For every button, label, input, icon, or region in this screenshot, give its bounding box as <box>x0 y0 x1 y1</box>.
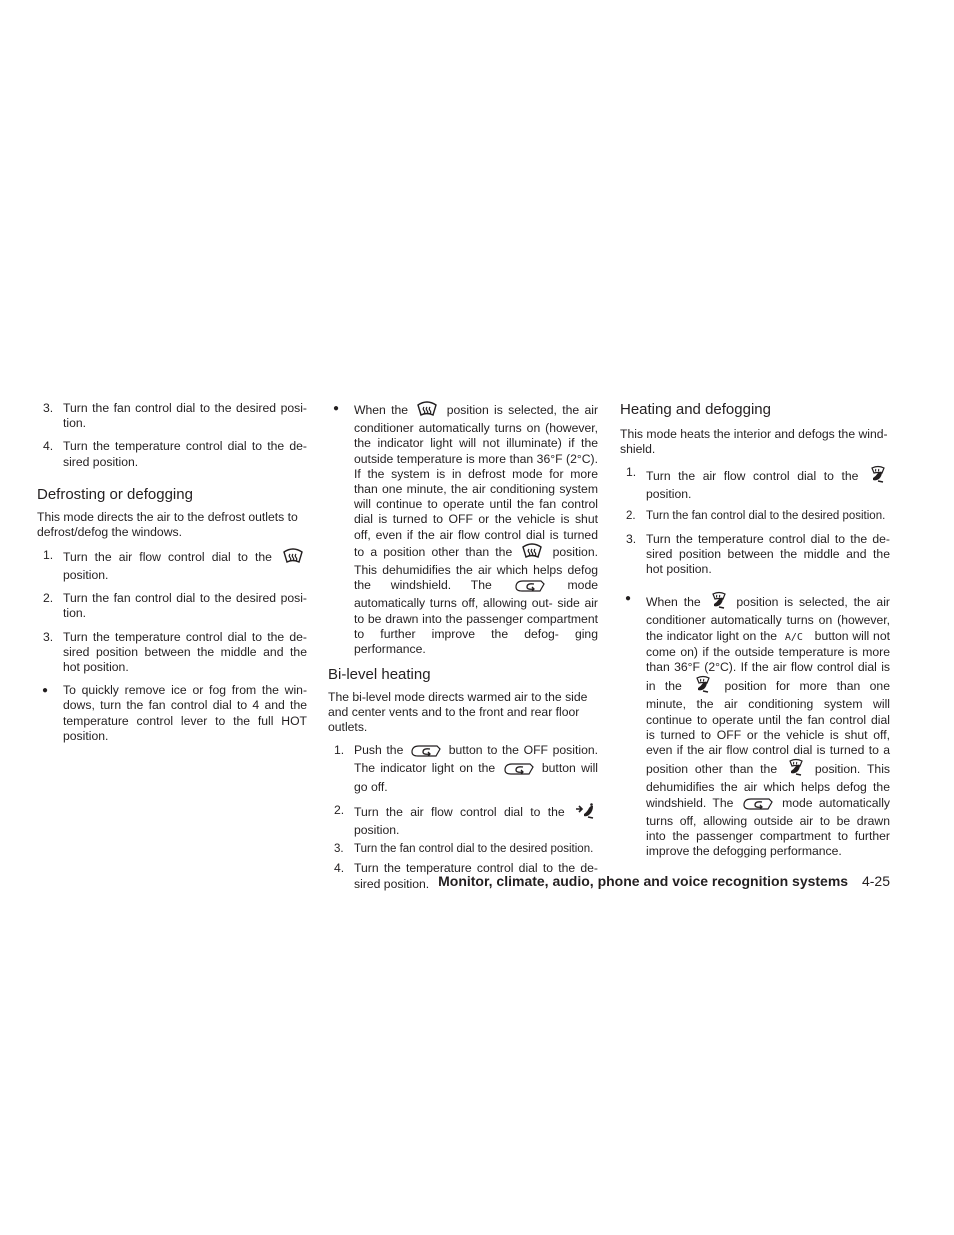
list-text: button will go off. <box>354 761 599 794</box>
bullet-mark: ● <box>42 685 49 697</box>
bullet-mark: ● <box>333 403 340 414</box>
ac-button-label: A/C <box>784 631 803 643</box>
list-item <box>37 548 307 583</box>
section-intro: This mode heats the interior and defogs the wind- shield. <box>620 427 888 456</box>
list-number: 3. <box>334 843 344 856</box>
defrost-icon <box>416 401 438 421</box>
list-number: 2. <box>334 802 345 817</box>
bullet-text: When the <box>354 403 409 417</box>
footer-section-title: Monitor, climate, audio, phone and voice recognition systems <box>438 873 849 889</box>
defrost-icon <box>282 548 304 568</box>
list-text: Turn the fan control dial to the desired position. <box>354 843 594 856</box>
list-text: position. <box>646 487 692 502</box>
column-1 <box>37 401 307 744</box>
list-number: 2. <box>626 510 636 523</box>
floor-defrost-icon <box>787 758 805 780</box>
bullet-text: mode automatically turns off, allowing out- side air to be drawn into the passenger compartment to further improve the defog- ging performance. <box>354 578 599 657</box>
air-recirculation-icon <box>504 761 534 779</box>
list-item <box>37 630 307 676</box>
list-text: Turn the fan control dial to the desired posi- tion. <box>63 591 307 621</box>
list-text: Turn the fan control dial to the desired posi- tion. <box>63 401 307 431</box>
bullet-text: position is selected, the air conditioner automatically turns on (however, the indicator light will not illuminate) if the outside temperature is more than 36°F (2°C). If the system is in defrost mode for more than one minute, the air conditioning system will continue to operate until the fan control dial is turned to OFF or the vehicle is shut off, even if the air flow control dial is turned to a position other than the <box>354 403 599 559</box>
section-heading-bilevel: Bi-level heating <box>328 666 431 684</box>
list-number: 1. <box>43 547 54 562</box>
list-item <box>37 591 307 621</box>
bullet-text: position. This dehumidifies the air which helps defog the windshield. The <box>646 762 890 810</box>
list-text: Turn the temperature control dial to the de- sired position between the middle and the hot position. <box>63 629 307 675</box>
list-item <box>620 509 890 524</box>
air-recirculation-icon <box>743 796 773 814</box>
list-number: 2. <box>43 591 54 606</box>
list-text: button to the OFF position. The indicator light on the <box>354 743 599 776</box>
list-item <box>328 743 598 795</box>
bullet-text: When the <box>646 595 701 610</box>
list-text: position. <box>63 568 109 583</box>
bullet-text: position for more than one minute, the air conditioning system will continue to operate until the fan control dial is turned to OFF or the vehicle is shut off, even if the air flow control dial is turned to a position other than the <box>646 679 890 777</box>
list-item <box>37 401 307 431</box>
bullet-text: mode automatically turns off, allowing outside air to be drawn into the passenger compartment to further improve the defogging performance. <box>646 795 890 859</box>
bullet-item <box>37 683 307 744</box>
list-number: 3. <box>43 629 54 644</box>
list-number: 3. <box>626 531 637 546</box>
page-footer <box>438 872 890 890</box>
list-text: Turn the temperature control dial to the de- sired position. <box>63 439 307 469</box>
list-item <box>620 465 890 502</box>
bullet-item <box>620 591 890 859</box>
floor-defrost-icon <box>869 465 887 487</box>
list-text: Turn the temperature control dial to the de- sired position. <box>354 861 598 891</box>
page-number: 4-25 <box>861 873 890 889</box>
column-2 <box>328 401 598 892</box>
list-text: position. <box>354 823 400 838</box>
list-text: Push the <box>354 743 404 758</box>
bullet-text: button will not come on) if the outside temperature is more than 36°F (2°C). If the air flow control dial is in the <box>646 628 890 694</box>
list-text: Turn the air flow control dial to the <box>354 804 565 819</box>
bullet-mark: ● <box>625 593 632 605</box>
list-item <box>328 842 598 857</box>
section-heading-heating: Heating and defogging <box>620 401 771 418</box>
air-recirculation-icon <box>411 743 441 761</box>
floor-defrost-icon <box>710 591 728 613</box>
bullet-item <box>328 401 598 657</box>
list-item <box>37 439 307 469</box>
floor-defrost-icon <box>694 675 712 697</box>
list-item <box>328 803 598 838</box>
list-number: 1. <box>626 465 637 479</box>
list-text: Turn the temperature control dial to the de- sired position between the middle and the hot position. <box>646 531 890 577</box>
section-heading-defrosting: Defrosting or defogging <box>37 485 193 503</box>
bullet-text: position. This dehumidifies the air which helps defog the windshield. The <box>354 544 598 593</box>
list-number: 4. <box>43 439 54 454</box>
list-number: 1. <box>334 743 345 758</box>
bullet-text: position is selected, the air conditioner automatically turns on (however, the indicator light on the <box>646 595 890 643</box>
defrost-icon <box>521 543 543 563</box>
list-item <box>620 532 890 578</box>
list-number: 3. <box>43 401 54 415</box>
section-intro: The bi-level mode directs warmed air to the side and center vents and to the front and rear floor outlets. <box>328 690 588 735</box>
section-intro: This mode directs the air to the defrost outlets to defrost/defog the windows. <box>37 509 298 539</box>
air-recirculation-icon <box>515 578 545 596</box>
list-text: Turn the air flow control dial to the <box>63 549 272 564</box>
bullet-text: To quickly remove ice or fog from the win- dows, turn the fan control dial to 4 and the temperature control lever to the full HOT position. <box>63 683 307 743</box>
column-3 <box>620 401 890 859</box>
bi-level-icon <box>575 803 595 823</box>
list-text: Turn the air flow control dial to the <box>646 469 859 483</box>
list-number: 4. <box>334 861 345 876</box>
list-text: Turn the fan control dial to the desired position. <box>646 510 886 523</box>
